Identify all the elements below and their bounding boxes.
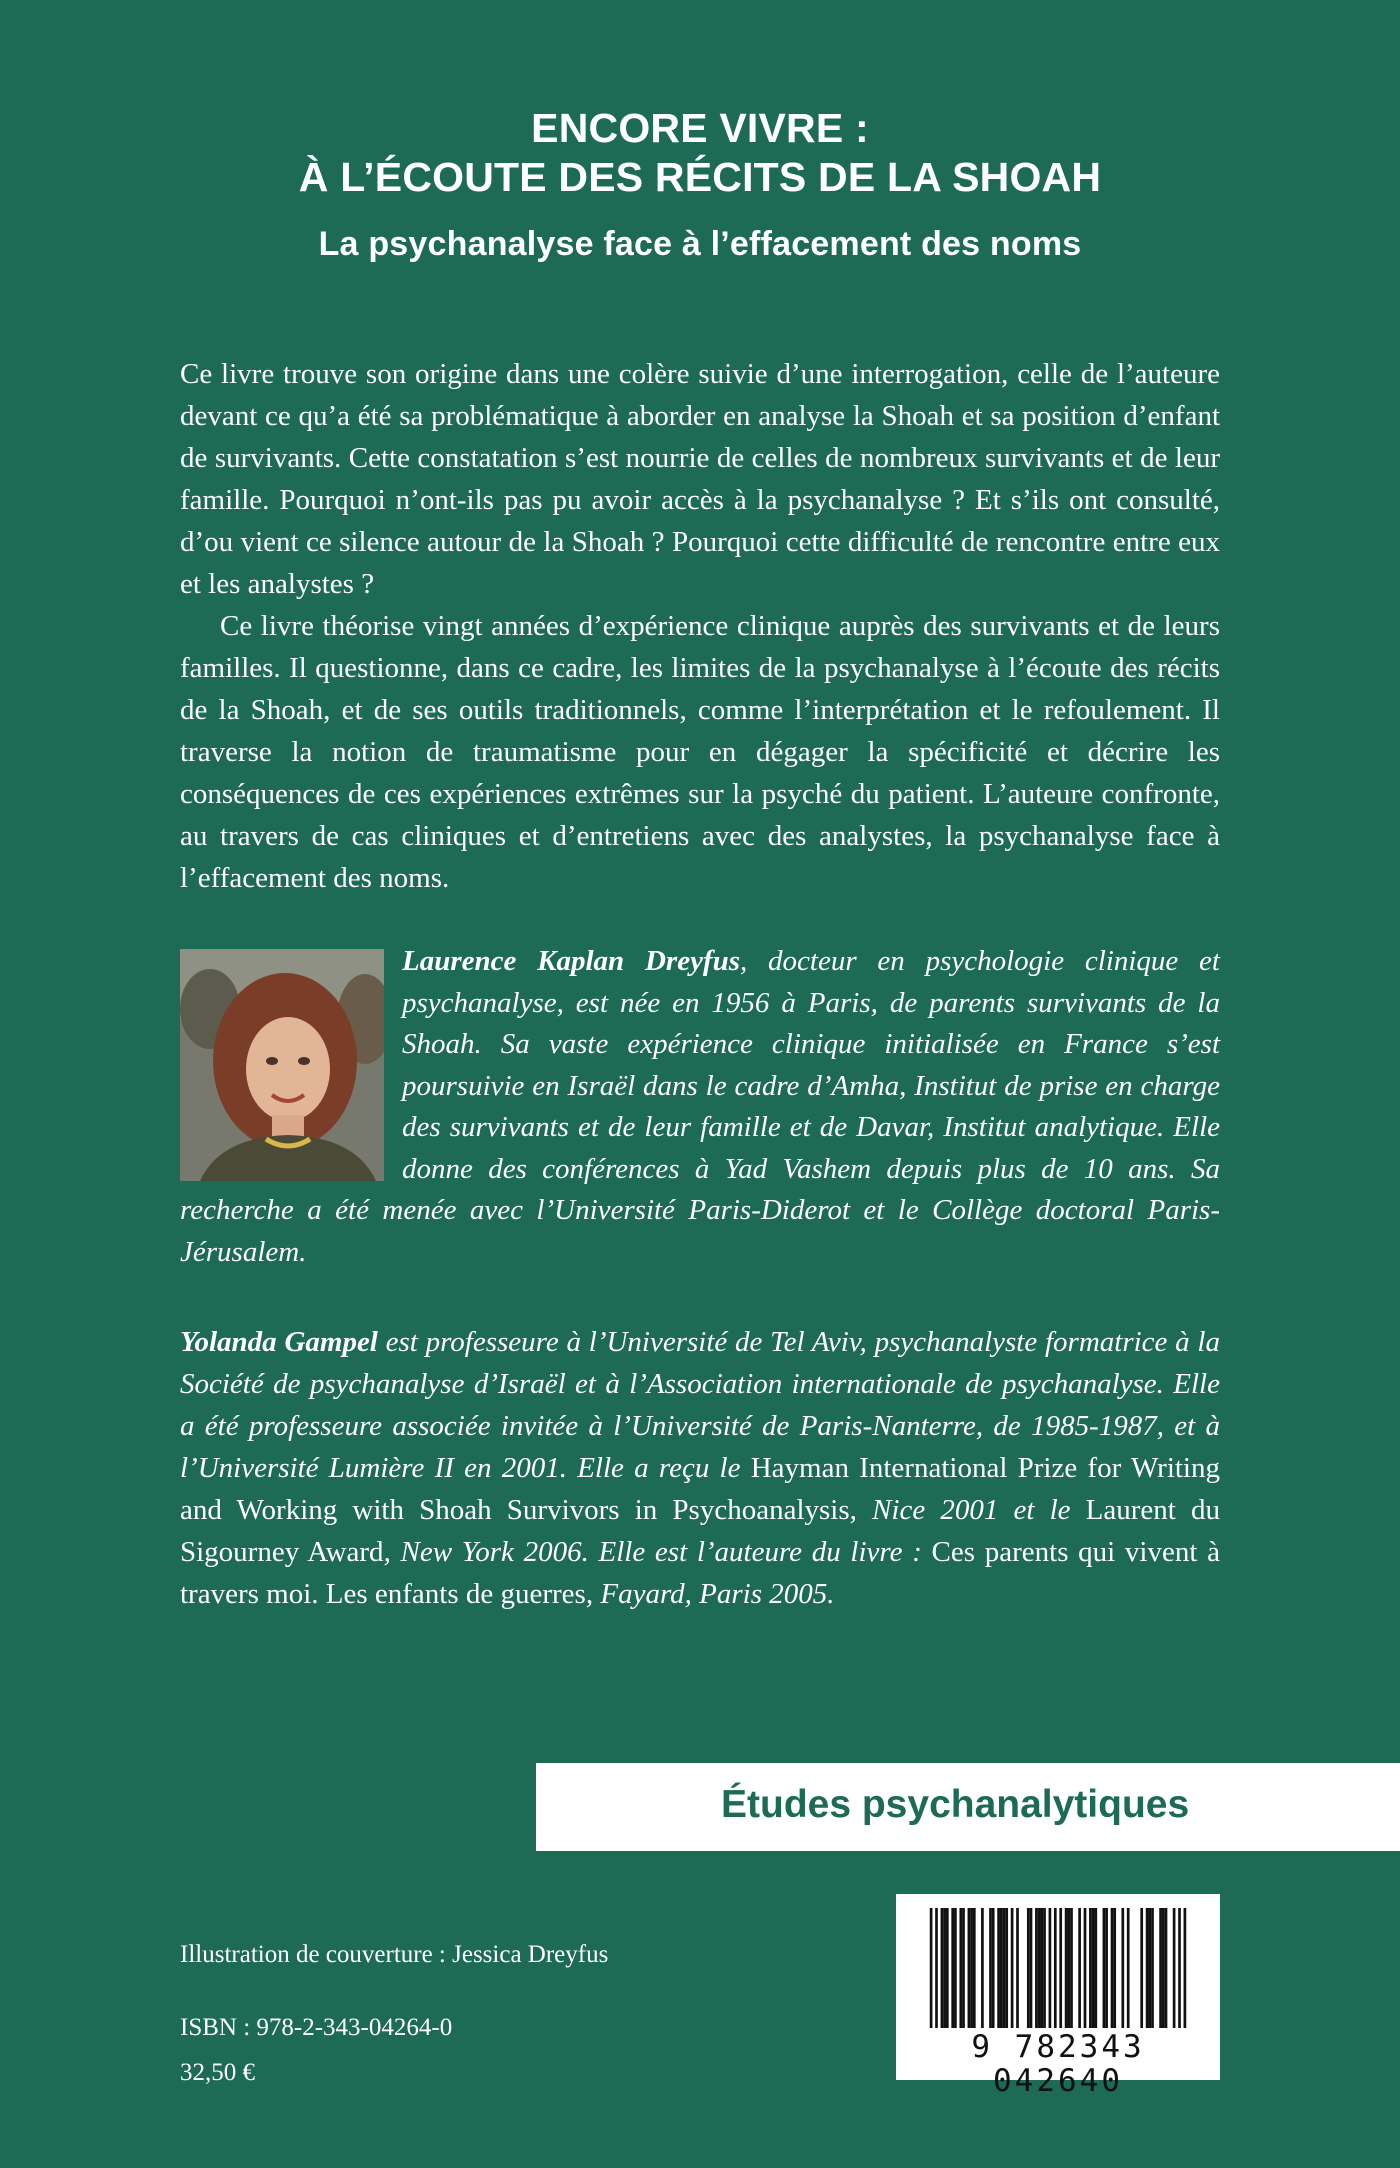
summary-paragraph-1: Ce livre trouve son origine dans une colère suivie d’une interrogation, celle de l’auteure devant ce qu’a été sa problématique à aborder en analyse la Shoah et sa position d’enfant de survivants. Cette constatation s’est nourrie de celles de nombreux survivants et de leur famille. Pourquoi n’ont-ils pas pu avoir accès à la psychanalyse ? Et s’ils ont consulté, d’ou vient ce silence autour de la Shoah ? Pourquoi cette difficulté de rencontre entre eux et les analystes ?	[180, 358, 1220, 600]
barcode-bar	[1003, 1908, 1006, 2028]
barcode-bar	[1035, 1908, 1038, 2028]
author-name-1: Laurence Kaplan Dreyfus	[402, 945, 741, 977]
author-bio-2	[180, 1321, 1220, 1615]
barcode-bar	[1038, 1908, 1041, 2028]
author-bio-1	[180, 941, 1220, 1273]
barcode-bars	[896, 1894, 1220, 2034]
barcode-bar	[1059, 1908, 1062, 2028]
barcode-bar	[1148, 1908, 1151, 2028]
barcode-bar	[989, 1908, 992, 2028]
barcode-digits: 9 782343 042640	[971, 2029, 1145, 2099]
barcode	[896, 1894, 1220, 2099]
barcode-bar	[1049, 1908, 1052, 2028]
barcode-bar	[1151, 1908, 1154, 2028]
barcode-bar	[1040, 1908, 1043, 2028]
barcode-bar	[959, 1908, 962, 2028]
title-line-2: À L’ÉCOUTE DES RÉCITS DE LA SHOAH	[298, 154, 1102, 200]
barcode-bar	[1121, 1908, 1124, 2028]
barcode-bar	[1084, 1908, 1087, 2028]
author-bio-2-part2: , Nice 2001 et le	[849, 1494, 1086, 1526]
barcode-bar	[1184, 1908, 1187, 2028]
barcode-bar	[1078, 1908, 1081, 2028]
author-photo	[180, 949, 384, 1181]
prize-1: Hayman International Prize for Writing and Working with Shoah Survivors in Psychoanalysis	[180, 1452, 1220, 1526]
barcode-bar	[1011, 1908, 1014, 2028]
barcode-bar	[968, 1908, 971, 2028]
barcode-bar	[1065, 1908, 1068, 2028]
barcode-bar	[1067, 1908, 1070, 2028]
barcode-bar	[1113, 1908, 1116, 2028]
barcode-bar	[1103, 1908, 1106, 2028]
series-band	[536, 1763, 1400, 1851]
barcode-bar	[1030, 1908, 1033, 2028]
isbn: ISBN : 978-2-343-04264-0	[180, 2014, 453, 2041]
price: 32,50 €	[180, 2059, 255, 2086]
barcode-bar	[997, 1908, 1000, 2028]
author-bio-2-part4: , Fayard, Paris 2005.	[585, 1578, 835, 1610]
barcode-bar	[1005, 1908, 1008, 2028]
barcode-bar	[1127, 1908, 1130, 2028]
barcode-bar	[1054, 1908, 1057, 2028]
barcode-bar	[1089, 1908, 1092, 2028]
barcode-bar	[1094, 1908, 1097, 2028]
barcode-bar	[1016, 1908, 1019, 2028]
barcode-bar	[935, 1908, 938, 2028]
title-line-1: ENCORE VIVRE :	[531, 105, 869, 151]
barcode-bar	[951, 1908, 954, 2028]
barcode-bar	[1165, 1908, 1168, 2028]
barcode-bar	[1159, 1908, 1162, 2028]
book-title: Ces parents qui vivent à travers moi. Les enfants de guerres	[180, 1536, 1220, 1610]
barcode-bar	[970, 1908, 973, 2028]
author-bio-2-part1: est professeure à l’Université de Tel Aviv, psychanalyste formatrice à la Société de psychanalyse d’Israël et à l’Association internationale de psychanalyse. Elle a été professeure associée invitée à l’Université de Paris-Nanterre, de 1985-1987, et à l’Université Lumière II en 2001. Elle a reçu le	[180, 1326, 1220, 1484]
barcode-bar	[1027, 1908, 1030, 2028]
barcode-bar	[1178, 1908, 1181, 2028]
barcode-bar	[1043, 1908, 1046, 2028]
subtitle: La psychanalyse face à l’effacement des noms	[318, 225, 1082, 263]
illustration-credit: Illustration de couverture : Jessica Dreyfus	[180, 1941, 609, 1968]
barcode-bar	[954, 1908, 957, 2028]
barcode-bar	[973, 1908, 976, 2028]
barcode-bar	[930, 1908, 933, 2028]
author-bio-2-part3: , New York 2006. Elle est l’auteure du livre :	[383, 1536, 932, 1568]
barcode-bar	[1146, 1908, 1149, 2028]
title-block	[0, 104, 1400, 264]
barcode-bar	[1000, 1908, 1003, 2028]
barcode-bar	[943, 1908, 946, 2028]
barcode-bar	[1111, 1908, 1114, 2028]
series-label: Études psychanalytiques	[721, 1783, 1190, 1826]
summary-paragraph-2: Ce livre théorise vingt années d’expérience clinique auprès des survivants et de leurs familles. Il questionne, dans ce cadre, les limites de la psychanalyse à l’écoute des récits de la Shoah, et de ses outils traditionnels, comme l’interprétation et le refoulement. Il traverse la notion de traumatisme pour en dégager la spécificité et décrire les conséquences de ces expériences extrêmes sur la psyché du patient. L’auteure confronte, au travers de cas cliniques et d’entretiens avec des analystes, la psychanalyse face à l’effacement des noms.	[180, 610, 1220, 894]
barcode-bar	[941, 1908, 944, 2028]
barcode-bar	[946, 1908, 949, 2028]
barcode-bar	[1162, 1908, 1165, 2028]
barcode-bar	[1173, 1908, 1176, 2028]
author-bio-text-1: , docteur en psychologie clinique et psychanalyse, est née en 1956 à Paris, de parents survivants de la Shoah. Sa vaste expérience clinique initialisée en France s’est poursuivie en Israël dans le cadre d’Amha, Institut de prise en charge des survivants et de leur famille et de Davar, Institut analytique. Elle donne des conférences à Yad Vashem depuis plus de 10 ans. Sa recherche a été menée avec l’Université Paris-Diderot et le Collège doctoral Paris-Jérusalem.	[180, 945, 1220, 1268]
barcode-bar	[1070, 1908, 1073, 2028]
barcode-bar	[981, 1908, 984, 2028]
barcode-bar	[962, 1908, 965, 2028]
barcode-bar	[1140, 1908, 1143, 2028]
barcode-bar	[1105, 1908, 1108, 2028]
prize-2: Laurent du Sigourney Award	[180, 1494, 1220, 1568]
author-name-2: Yolanda Gampel	[180, 1326, 378, 1358]
barcode-bar	[992, 1908, 995, 2028]
barcode-bar	[1092, 1908, 1095, 2028]
